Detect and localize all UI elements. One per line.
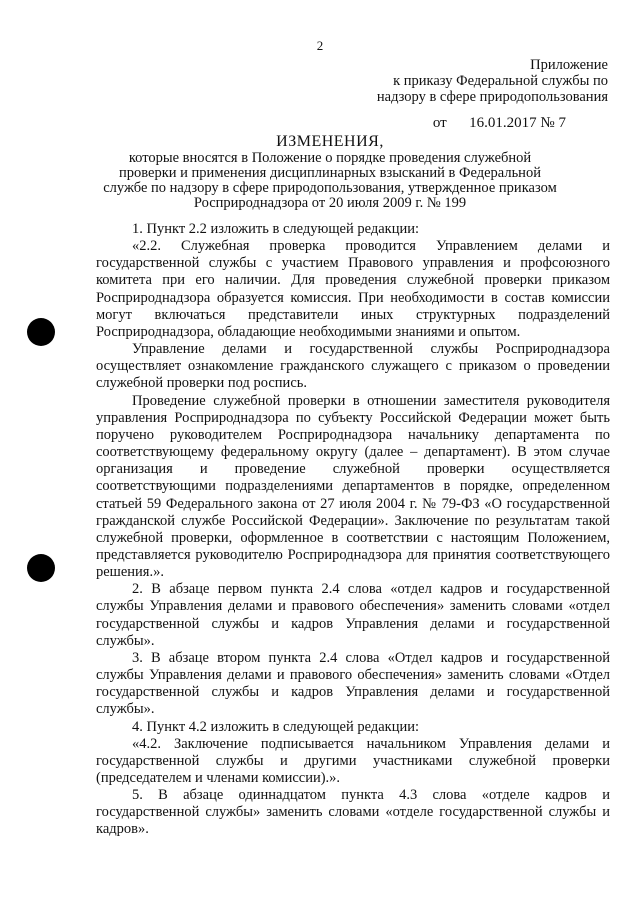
appendix-line: к приказу Федеральной службы по bbox=[393, 73, 608, 89]
paragraph-2-2-deputy-check: Проведение служебной проверки в отношении заместителя руководителя управления Росприроднадзора по субъекту Российской Федерации может быть поручено руководителем Росприроднадзора начальнику департамента по соответствующему федеральному округу (далее – департамент). В этом случае организация и проведение служебной проверки осуществляется соответствующими подразделениями департаментов в порядке, определенном статьей 59 Федерального закона от 27 июля 2004 г. № 79-ФЗ «О государственной гражданской службе Российской Федерации». Заключение по результатам такой служебной проверки, оформленное в соответствии с настоящим Положением, представляется руководителю Росприроднадзора для принятия соответствующего решения.». bbox=[96, 392, 610, 581]
document-subtitle: которые вносятся в Положение о порядке проведения служебной проверки и применения дисциплинарных взысканий в Федеральной службе по надзору в сфере природопользования, утвержденное приказом Росприроднадзора от 20 июля 2009 г. № 199 bbox=[103, 150, 557, 211]
paragraph-item-3: 3. В абзаце втором пункта 2.4 слова «Отдел кадров и государственной службы Управления делами и правового обеспечения» заменить словами «Отдел государственной службы и кадров Управления делами и государственной службы». bbox=[96, 649, 610, 718]
appendix-line: Приложение bbox=[530, 57, 608, 73]
paragraph-2-2-text: «2.2. Служебная проверка проводится Управлением делами и государственной службы с участием Правового управления и профсоюзного комитета при его наличии. Для проведения служебной проверки приказом Росприроднадзора образуется комиссия. При необходимости в состав комиссии могут включаться представители иных структурных подразделений Росприроднадзора, обладающие необходимыми знаниями и опытом. bbox=[96, 238, 610, 340]
page-number: 2 bbox=[316, 38, 324, 53]
punch-hole-mark bbox=[27, 554, 55, 582]
paragraph-item-4: 4. Пункт 4.2 изложить в следующей редакции: bbox=[132, 718, 420, 735]
paragraph-2-2-familiarization: Управление делами и государственной службы Росприроднадзора осуществляет ознакомление гражданского служащего с приказом о проведении служебной проверки под роспись. bbox=[96, 341, 610, 392]
order-date-number: от 16.01.2017 № 7 bbox=[432, 115, 566, 131]
appendix-line: надзору в сфере природопользования bbox=[376, 89, 608, 105]
paragraph-4-2-text: «4.2. Заключение подписывается начальником Управления делами и государственной службы и другими участниками служебной проверки (председателем и членами комиссии).». bbox=[96, 735, 610, 786]
paragraph-item-1: 1. Пункт 2.2 изложить в следующей редакции: bbox=[132, 221, 420, 237]
document-title: ИЗМЕНЕНИЯ, bbox=[276, 133, 384, 150]
paragraph-item-5: 5. В абзаце одиннадцатом пункта 4.3 слова «отделе кадров и государственной службы» заменить словами «отделе государственной службы и кадров». bbox=[96, 787, 610, 838]
appendix-block bbox=[318, 57, 608, 131]
punch-hole-mark bbox=[27, 318, 55, 346]
document-heading bbox=[100, 134, 560, 211]
document-body bbox=[96, 221, 610, 839]
paragraph-item-2: 2. В абзаце первом пункта 2.4 слова «отдел кадров и государственной службы Управления делами и правового обеспечения» заменить словами «отдел государственной службы и кадров Управления делами и государственной службы». bbox=[96, 581, 610, 649]
